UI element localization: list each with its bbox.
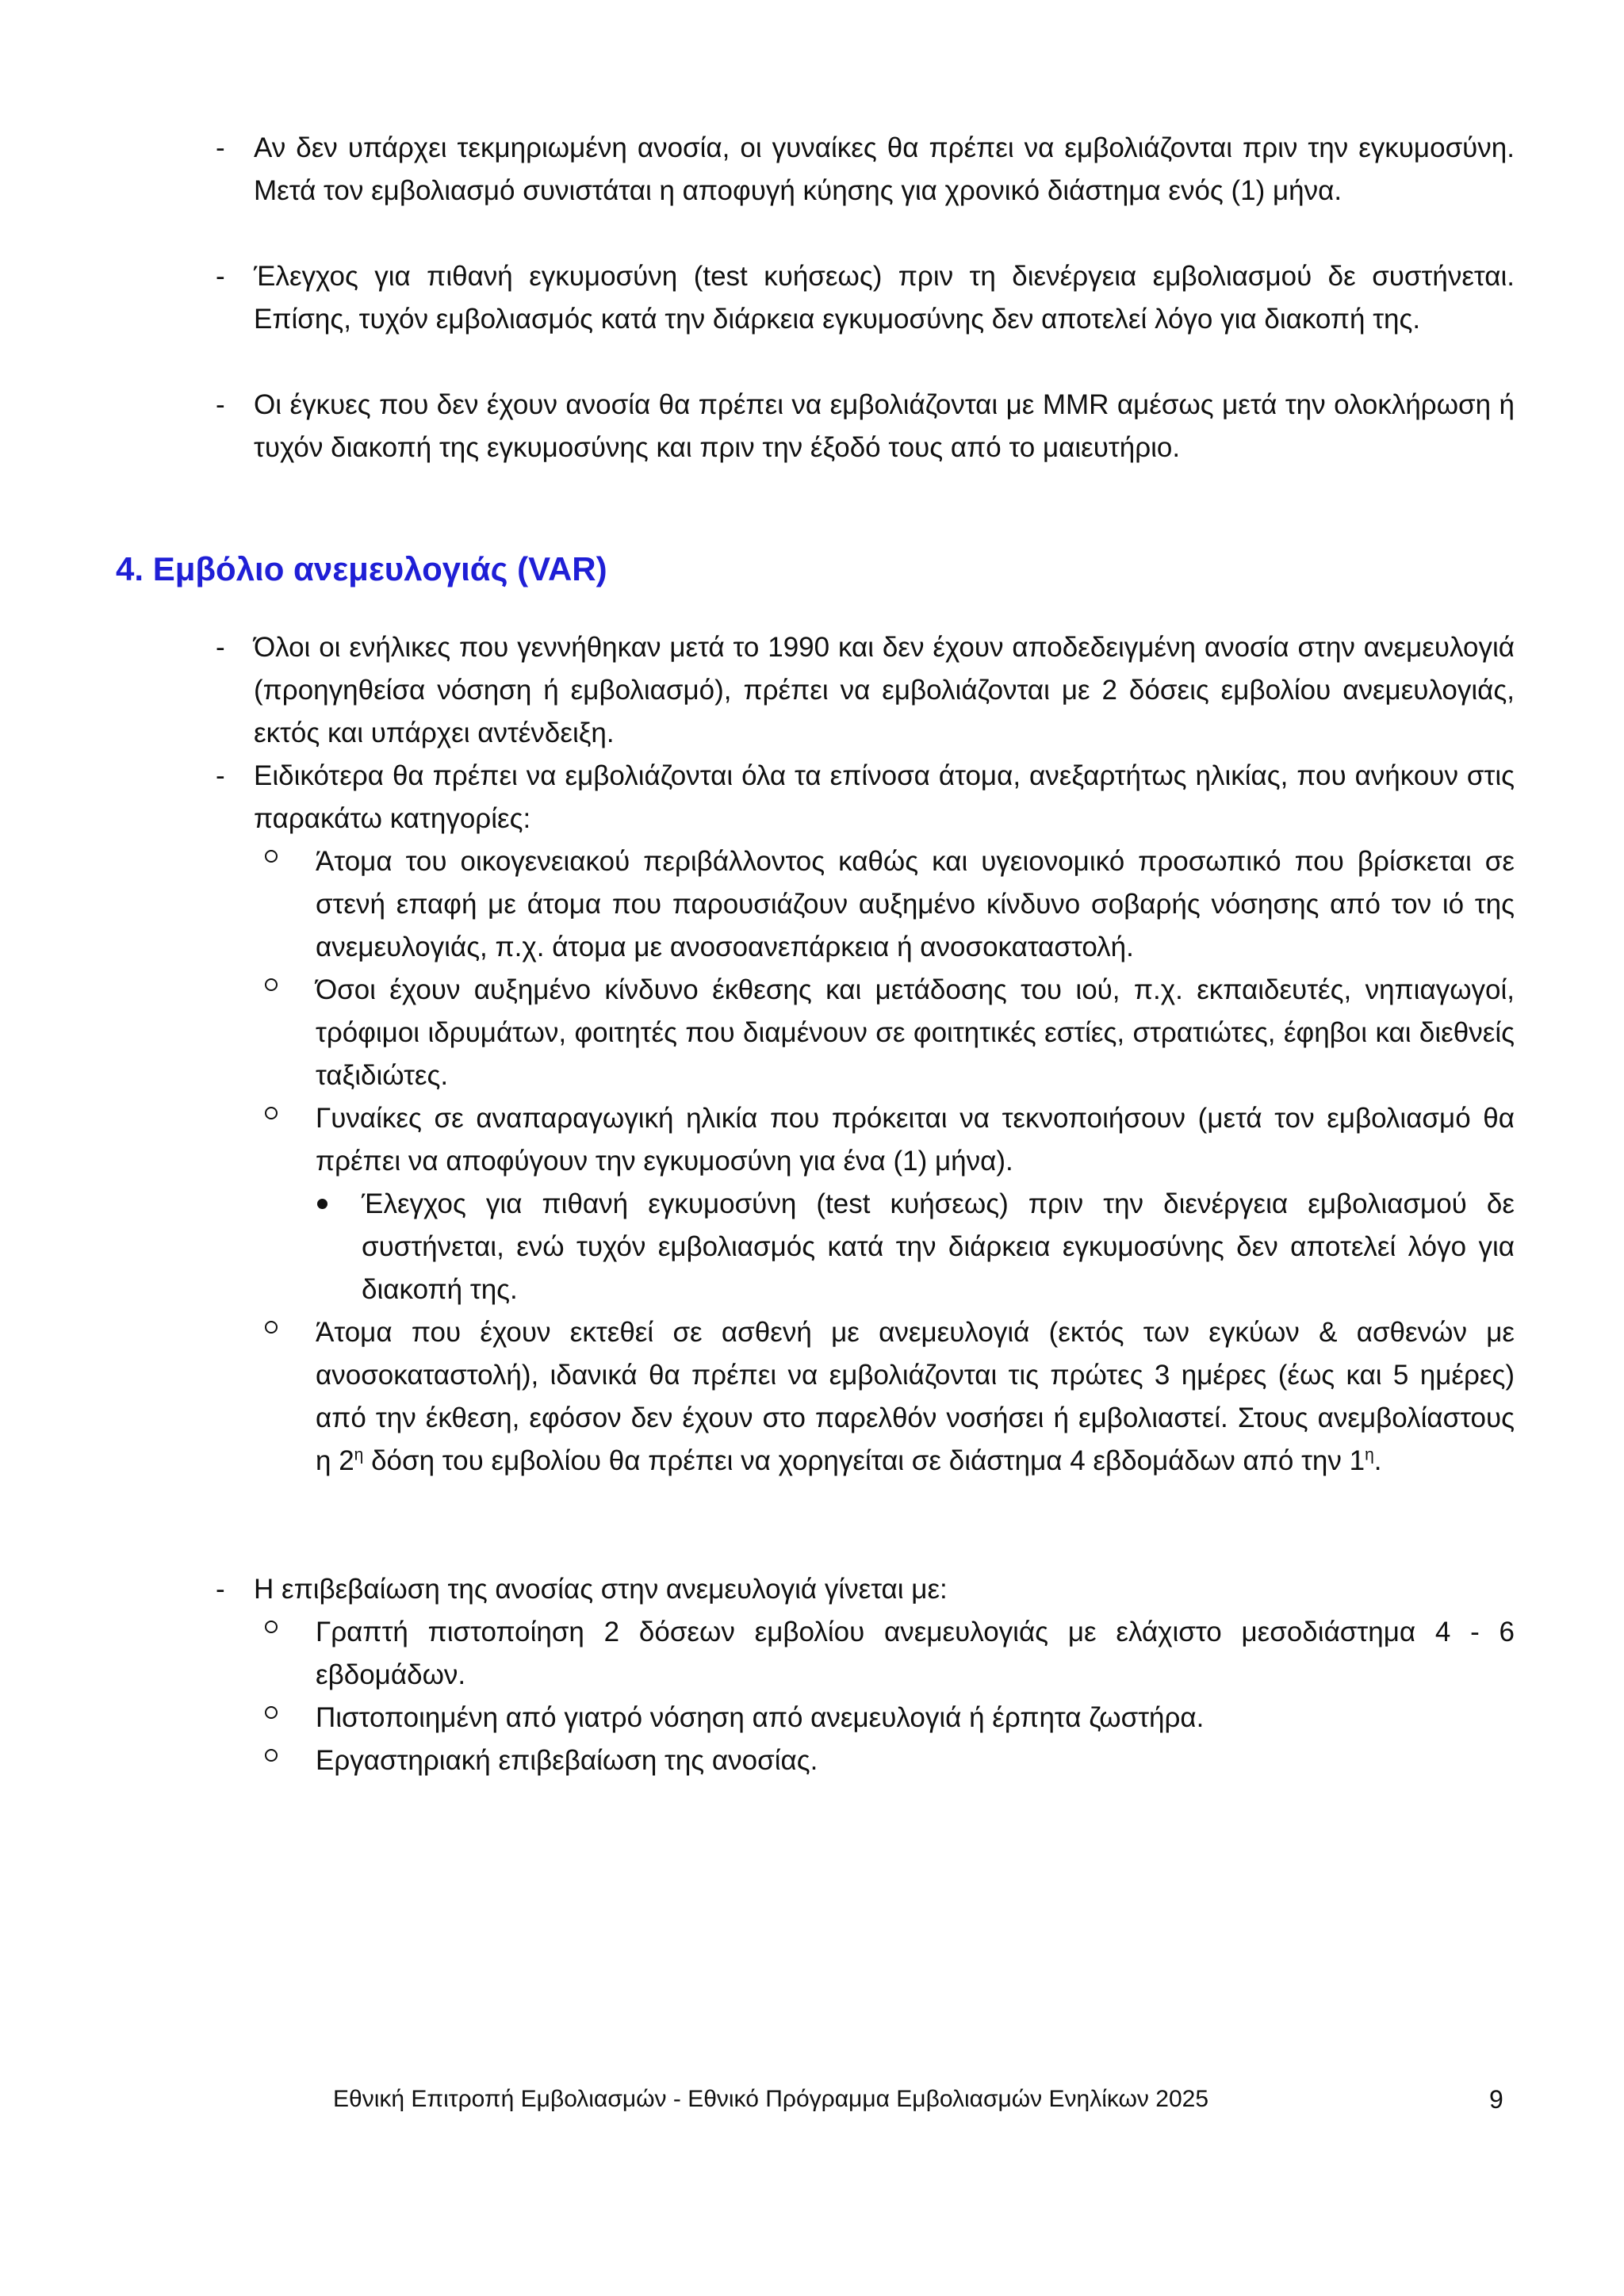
sublist-item-text: .: [1373, 1445, 1382, 1476]
circle-bullet-icon: [265, 1621, 278, 1633]
dash-marker: -: [216, 760, 225, 791]
circle-bullet-icon: [265, 850, 278, 863]
list-item: Οι έγκυες που δεν έχουν ανοσία θα πρέπει να εμβολιάζονται με MMR αμέσως μετά την ολοκλήρωση ή τυχόν διακοπή της εγκυμοσύνης και πριν την έξοδό τους από το μαιευτήριο.: [254, 389, 1515, 463]
section-heading: 4. Εμβόλιο ανεμευλογιάς (VAR): [116, 550, 607, 587]
dash-marker: -: [216, 389, 225, 420]
dash-marker: -: [216, 261, 225, 292]
superscript: η: [354, 1445, 364, 1464]
page-number: 9: [1489, 2085, 1503, 2114]
circle-bullet-icon: [265, 978, 278, 991]
dash-marker: -: [216, 1574, 225, 1605]
list-item: Ειδικότερα θα πρέπει να εμβολιάζονται όλα τα επίνοσα άτομα, ανεξαρτήτως ηλικίας, που ανήκουν στις παρακάτω κατηγορίες:: [254, 760, 1515, 834]
superscript: η: [1365, 1445, 1374, 1464]
sublist-item: Όσοι έχουν αυξημένο κίνδυνο έκθεσης και μετάδοσης του ιού, π.χ. εκπαιδευτές, νηπιαγωγοί, τρόφιμοι ιδρυμάτων, φοιτητές που διαμένουν σε φοιτητικές εστίες, στρατιώτες, έφηβοι και διεθνείς ταξιδιώτες.: [316, 974, 1515, 1091]
nested-item: Έλεγχος για πιθανή εγκυμοσύνη (test κυήσεως) πριν την διενέργεια εμβολιασμού δε συστήνεται, ενώ τυχόν εμβολιασμός κατά την διάρκεια εγκυμοσύνης δεν αποτελεί λόγο για διακοπή της.: [362, 1188, 1515, 1305]
footer-text: Εθνική Επιτροπή Εμβολιασμών - Εθνικό Πρόγραμμα Εμβολιασμών Ενηλίκων 2025: [333, 2086, 1209, 2112]
sublist-item: Εργαστηριακή επιβεβαίωση της ανοσίας.: [316, 1745, 818, 1776]
sublist-item: Γραπτή πιστοποίηση 2 δόσεων εμβολίου ανεμευλογιάς με ελάχιστο μεσοδιάστημα 4 - 6 εβδομάδων.: [316, 1617, 1515, 1690]
sublist-item: Γυναίκες σε αναπαραγωγική ηλικία που πρόκειται να τεκνοποιήσουν (μετά τον εμβολιασμό θα πρέπει να αποφύγουν την εγκυμοσύνη για ένα (1) μήνα).: [316, 1103, 1515, 1177]
disc-bullet-icon: [317, 1199, 327, 1209]
dash-marker: -: [216, 632, 225, 663]
sublist-item-text: δόση του εμβολίου θα πρέπει να χορηγείται σε διάστημα 4 εβδομάδων από την 1: [363, 1445, 1365, 1476]
circle-bullet-icon: [265, 1107, 278, 1119]
dash-marker: -: [216, 132, 225, 163]
list-item: Αν δεν υπάρχει τεκμηριωμένη ανοσία, οι γυναίκες θα πρέπει να εμβολιάζονται πριν την εγκυμοσύνη. Μετά τον εμβολιασμό συνιστάται η αποφυγή κύησης για χρονικό διάστημα ενός (1) μήνα.: [254, 132, 1515, 206]
circle-bullet-icon: [265, 1706, 278, 1719]
list-item: Όλοι οι ενήλικες που γεννήθηκαν μετά το 1990 και δεν έχουν αποδεδειγμένη ανοσία στην ανεμευλογιά (προηγηθείσα νόσηση ή εμβολιασμό), πρέπει να εμβολιάζονται με 2 δόσεις εμβολίου ανεμευλογιάς, εκτός και υπάρχει αντένδειξη.: [254, 632, 1515, 748]
list-item: Έλεγχος για πιθανή εγκυμοσύνη (test κυήσεως) πριν τη διενέργεια εμβολιασμού δε συστήνεται. Επίσης, τυχόν εμβολιασμός κατά την διάρκεια εγκυμοσύνης δεν αποτελεί λόγο για διακοπή της.: [254, 261, 1515, 335]
list-item: Η επιβεβαίωση της ανοσίας στην ανεμευλογιά γίνεται με:: [254, 1574, 948, 1605]
sublist-item-text: Άτομα που έχουν εκτεθεί σε ασθενή με ανεμευλογιά (εκτός των εγκύων & ασθενών με ανοσοκαταστολή), ιδανικά θα πρέπει να εμβολιάζονται τις πρώτες 3 ημέρες (έως και 5 ημέρες) από την έκθεση, εφόσον δεν έχουν στο παρελθόν νοσήσει ή εμβολιαστεί. Στους ανεμβολίαστους η 2: [316, 1317, 1515, 1476]
sublist-item: Άτομα του οικογενειακού περιβάλλοντος καθώς και υγειονομικό προσωπικό που βρίσκεται σε στενή επαφή με άτομα που παρουσιάζουν αυξημένο κίνδυνο σοβαρής νόσησης από τον ιό της ανεμευλογιάς, π.χ. άτομα με ανοσοανεπάρκεια ή ανοσοκαταστολή.: [316, 846, 1515, 962]
circle-bullet-icon: [265, 1749, 278, 1762]
sublist-item: [316, 1311, 1515, 1483]
circle-bullet-icon: [265, 1321, 278, 1334]
sublist-item: Πιστοποιημένη από γιατρό νόσηση από ανεμευλογιά ή έρπητα ζωστήρα.: [316, 1702, 1205, 1733]
